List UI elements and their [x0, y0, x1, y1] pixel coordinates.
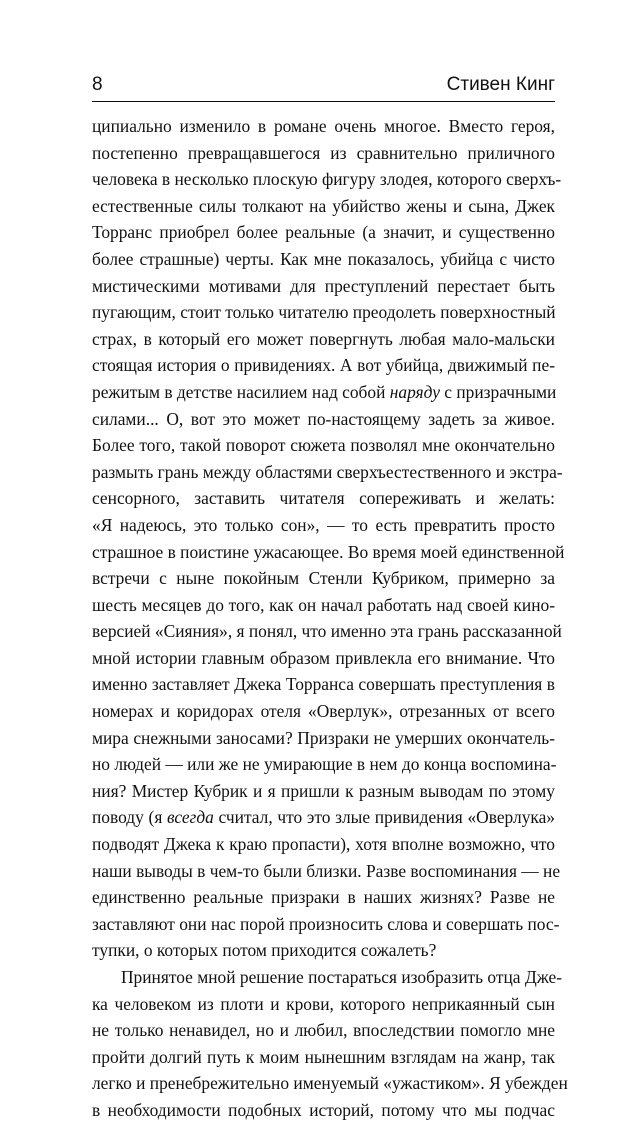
text-line: версией «Сияния», я понял, что именно эта грань рассказанной: [92, 621, 562, 642]
text-line: не только ненавидел, но и любил, впоследствии помогло мне: [92, 1020, 555, 1041]
text-line: размыть грань между областями сверхъестественного и экстра-: [92, 461, 563, 482]
text-line: ка человеком из плоти и крови, которого неприкаянный сын: [92, 993, 555, 1014]
text-line: шесть месяцев до того, как он начал работать над своей кино-: [92, 594, 555, 615]
text-line: Более того, такой поворот сюжета позволял мне окончательно: [92, 435, 555, 456]
text-line: мистическими мотивами для преступлений перестает быть: [92, 275, 555, 296]
text-line: заставляют они нас порой произносить слова и совершать пос-: [92, 913, 560, 934]
text-line: пройти долгий путь к моим нынешним взглядам на жанр, так: [92, 1046, 555, 1067]
text-line: стоящая история о привидениях. А вот убийца, движимый пе-: [92, 355, 555, 376]
body-text: [92, 113, 568, 1124]
text-line: ципиально изменило в романе очень многое. Вместо героя,: [92, 116, 555, 136]
page-header: [92, 72, 555, 98]
text-segment: поводу (я: [92, 807, 168, 828]
text-line: ния? Мистер Кубрик и я пришли к разным выводам по этому: [92, 780, 555, 801]
text-line: мной истории главным образом привлекла его внимание. Что: [92, 647, 555, 668]
text-line: страшное в поистине ужасающее. Во время моей единственной: [92, 541, 565, 562]
text-line: [92, 379, 555, 406]
text-line: «Я надеюсь, это только сон», — то есть превратить просто: [92, 514, 555, 535]
text-line: естественные силы толкают на убийство жены и сына, Джек: [92, 195, 555, 216]
text-line: тупки, о которых потом приходится сожалеть?: [92, 940, 437, 961]
text-line: человека в несколько плоскую фигуру злодея, которого сверхъ-: [92, 169, 562, 190]
text-line: более страшные) черты. Как мне показалось, убийца с чисто: [92, 248, 555, 269]
text-line: [92, 804, 555, 831]
text-line: в необходимости подобных историй, потому что мы подчас: [92, 1099, 555, 1120]
text-line: силами... О, вот это может по-настоящему задеть за живое.: [92, 408, 555, 429]
text-line: но людей — или же не умирающие в нем до конца воспомина-: [92, 754, 557, 775]
text-line: номерах и коридорах отеля «Оверлук», отрезанных от всего: [92, 701, 555, 722]
text-line: единственно реальные призраки в наших жизнях? Разве не: [92, 887, 555, 908]
text-line: пугающим, стоит только читателю преодолеть поверхностный: [92, 302, 556, 323]
text-segment: с призрачными: [439, 381, 557, 402]
italic-emphasis: всегда: [167, 807, 214, 828]
text-line: страх, в который его может повергнуть любая мало-мальски: [92, 328, 555, 349]
text-line: легко и пренебрежительно именуемый «ужастиком». Я убежден: [92, 1073, 568, 1094]
running-title-author: Стивен Кинг: [446, 74, 555, 95]
page-number: 8: [92, 74, 103, 95]
text-line: Торранс приобрел более реальные (а значит, и существенно: [92, 222, 555, 243]
text-line: постепенно превращавшегося из сравнительно приличного: [92, 142, 555, 163]
text-line: наши выводы в чем-то были близки. Разве воспоминания — не: [92, 860, 561, 881]
text-segment: режитым в детстве насилием над собой: [92, 381, 390, 402]
text-line: подводят Джека к краю пропасти), хотя вполне возможно, что: [92, 834, 555, 855]
text-segment: считал, что это злые привидения «Оверлука»: [213, 807, 555, 828]
text-line: встречи с ныне покойным Стенли Кубриком, примерно за: [92, 568, 555, 589]
text-line: именно заставляет Джека Торранса совершать преступления в: [92, 674, 555, 695]
text-line: мира снежными заносами? Призраки не умерших окончатель-: [92, 727, 555, 748]
text-line: Принятое мной решение постараться изобразить отца Дже-: [121, 967, 563, 987]
header-rule: [92, 101, 555, 102]
italic-emphasis: наряду: [389, 381, 440, 402]
text-line: сенсорного, заставить читателя сопереживать и желать:: [92, 488, 555, 509]
